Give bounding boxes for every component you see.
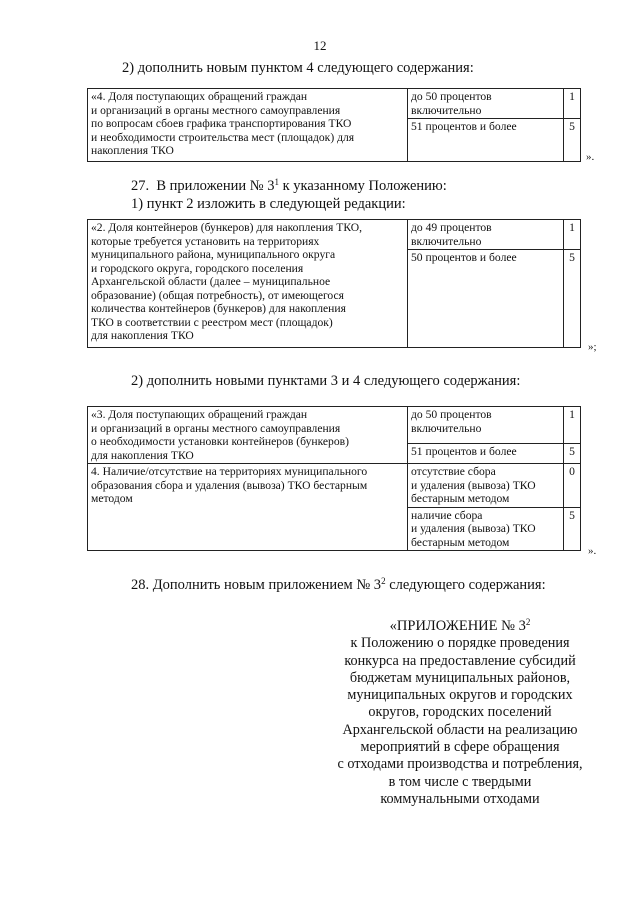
- value-cell: наличие сбора и удаления (вывоза) ТКО бестарным методом: [408, 507, 564, 551]
- points-cell: 1: [564, 407, 581, 444]
- closing-quote-2: »;: [588, 341, 597, 353]
- appendix-line: с отходами производства и потребления,: [337, 756, 583, 773]
- table-row: [88, 407, 581, 444]
- paragraph-27-text-end: к указанному Положению:: [278, 178, 447, 194]
- closing-quote-1: ».: [586, 151, 595, 163]
- appendix-line: округов, городских поселений: [368, 704, 552, 721]
- paragraph-27-text: В приложении № 3: [156, 178, 275, 194]
- points-cell: 5: [564, 443, 581, 463]
- criterion-cell: «3. Доля поступающих обращений граждан и организаций в органы местного самоуправления о необходимости установки контейнеров (бункеров) для накопления ТКО: [88, 407, 408, 464]
- value-cell: до 49 процентов включительно: [408, 220, 564, 250]
- appendix-line: мероприятий в сфере обращения: [360, 739, 560, 756]
- appendix-line: к Положению о порядке проведения: [350, 635, 570, 652]
- page-number: 12: [313, 38, 327, 53]
- paragraph-27: [131, 178, 447, 195]
- criterion-cell: «2. Доля контейнеров (бункеров) для накопления ТКО, которые требуется установить на территориях муниципального района, муниципального округа и городского округа, городского поселения Архангельской области (далее – муниципальное образование) (общая потребность), от имеющегося количества контейнеров (бункеров) для накопления ТКО в соответствии с реестром мест (площадок) для накопления ТКО: [88, 220, 408, 348]
- criteria-table-3: [87, 406, 581, 551]
- appendix-line: коммунальными отходами: [380, 790, 540, 807]
- appendix-heading-block: [300, 618, 620, 808]
- appendix-line: конкурса на предоставление субсидий: [344, 652, 576, 669]
- points-cell: 5: [564, 250, 581, 348]
- appendix-line: бюджетам муниципальных районов,: [349, 669, 571, 686]
- paragraph-28: [131, 577, 546, 594]
- superscript: 2: [525, 617, 531, 627]
- superscript: 1: [274, 177, 279, 187]
- criterion-cell: «4. Доля поступающих обращений граждан и организаций в органы местного самоуправления по вопросам сбоев графика транспортирования ТКО и необходимости строительства мест (площадок) для накопления ТКО: [88, 89, 408, 162]
- appendix-line: муниципальных округов и городских: [347, 687, 573, 704]
- paragraph-27-number: 27.: [131, 178, 150, 194]
- criteria-table-1: [87, 88, 581, 162]
- paragraph-27-sub-1: 1) пункт 2 изложить в следующей редакции:: [131, 196, 406, 212]
- table-row: [88, 89, 581, 119]
- appendix-line: Архангельской области на реализацию: [342, 721, 578, 738]
- value-cell: 51 процентов и более: [408, 443, 564, 463]
- appendix-line: в том числе с твердыми: [388, 773, 532, 790]
- appendix-title-text: «ПРИЛОЖЕНИЕ № 3: [389, 618, 526, 634]
- points-cell: 5: [564, 119, 581, 162]
- points-cell: 0: [564, 464, 581, 508]
- superscript: 2: [381, 576, 386, 586]
- points-cell: 1: [564, 89, 581, 119]
- value-cell: 50 процентов и более: [408, 250, 564, 348]
- paragraph-add-items-3-4: 2) дополнить новыми пунктами 3 и 4 следующего содержания:: [131, 373, 521, 389]
- criteria-table-2: [87, 219, 581, 348]
- criterion-cell: 4. Наличие/отсутствие на территориях муниципального образования сбора и удаления (вывоза) ТКО бестарным методом: [88, 464, 408, 551]
- appendix-title: [300, 618, 620, 635]
- closing-quote-3: ».: [588, 545, 597, 557]
- points-cell: 5: [564, 507, 581, 551]
- value-cell: до 50 процентов включительно: [408, 407, 564, 444]
- value-cell: 51 процентов и более: [408, 119, 564, 162]
- points-cell: 1: [564, 220, 581, 250]
- table-row: [88, 220, 581, 250]
- table-row: [88, 464, 581, 508]
- paragraph-28-text-end: следующего содержания:: [385, 577, 546, 593]
- paragraph-28-text: 28. Дополнить новым приложением № 3: [131, 577, 382, 593]
- value-cell: отсутствие сбора и удаления (вывоза) ТКО бестарным методом: [408, 464, 564, 508]
- value-cell: до 50 процентов включительно: [408, 89, 564, 119]
- paragraph-add-item-4: 2) дополнить новым пунктом 4 следующего содержания:: [122, 60, 474, 76]
